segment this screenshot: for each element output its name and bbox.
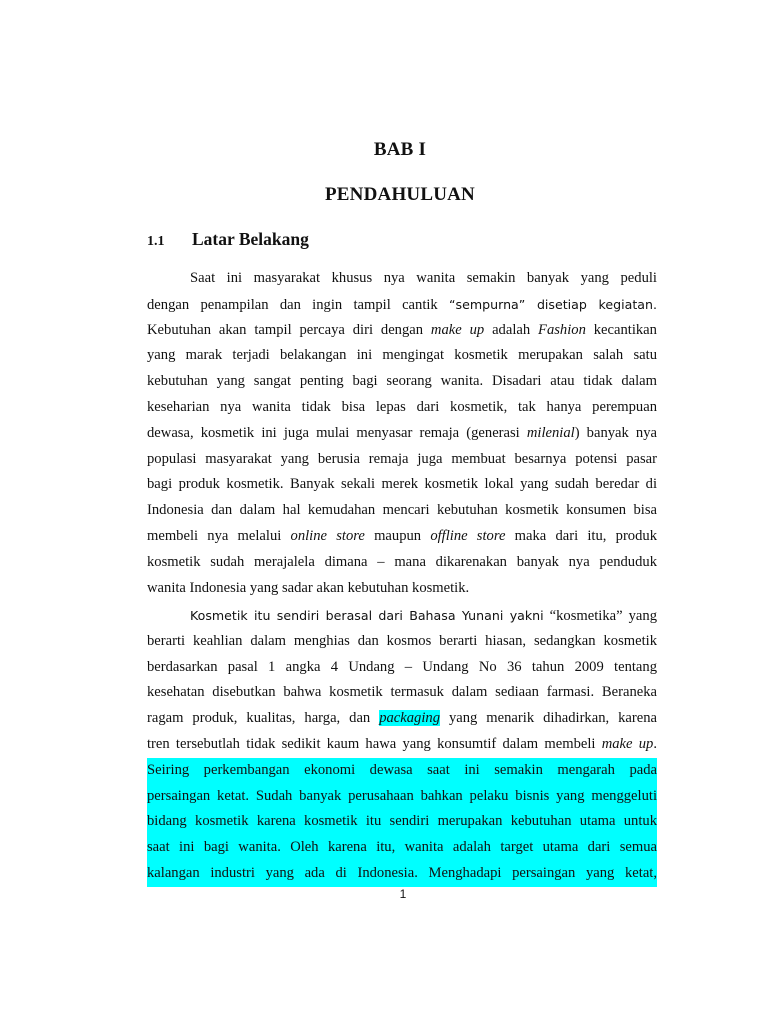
text-line: populasi masyarakat yang berusia remaja juga membuat besarnya potensi pasar <box>147 450 657 467</box>
text-line: keseharian nya wanita tidak bisa lepas dari kosmetik, tak hanya perempuan <box>147 398 657 415</box>
paragraph-1 <box>147 266 657 601</box>
text-line: tren tersebutlah tidak sedikit kaum hawa yang konsumtif dalam membeli make up. <box>147 735 657 752</box>
text-line: yang marak terjadi belakangan ini mengingat kosmetik merupakan salah satu <box>147 347 657 364</box>
text-line: Saat ini masyarakat khusus nya wanita semakin banyak yang peduli <box>190 270 657 286</box>
text-line: kalangan industri yang ada di Indonesia. Menghadapi persaingan yang ketat, <box>147 861 657 887</box>
section-number: 1.1 <box>147 234 165 249</box>
text-line: dewasa, kosmetik ini juga mulai menyasar remaja (generasi milenial) banyak nya <box>147 424 657 441</box>
text-line: kebutuhan yang sangat penting bagi seorang wanita. Disadari atau tidak dalam <box>147 373 657 390</box>
text-line: Seiring perkembangan ekonomi dewasa saat ini semakin mengarah pada <box>147 758 657 784</box>
chapter-title: PENDAHULUAN <box>325 184 475 205</box>
text-line: Kosmetik itu sendiri berasal dari Bahasa Yunani yakni “kosmetika” yang <box>190 608 657 624</box>
section-heading <box>147 229 309 250</box>
text-line: wanita Indonesia yang sadar akan kebutuhan kosmetik. <box>147 579 470 596</box>
text-line: berdasarkan pasal 1 angka 4 Undang – Undang No 36 tahun 2009 tentang <box>147 658 657 675</box>
page-number: 1 <box>399 887 407 901</box>
text-line: dengan penampilan dan ingin tampil cantik “sempurna” disetiap kegiatan. <box>147 296 657 313</box>
text-line: membeli nya melalui online store maupun offline store maka dari itu, produk <box>147 527 657 544</box>
text-line: Indonesia dan dalam hal kemudahan mencari kebutuhan kosmetik konsumen bisa <box>147 502 657 519</box>
text-line: kesehatan disebutkan bahwa kosmetik termasuk dalam sediaan farmasi. Beraneka <box>147 684 657 701</box>
text-line: saat ini bagi wanita. Oleh karena itu, wanita adalah target utama dari semua <box>147 835 657 861</box>
text-line: kosmetik sudah merajalela dimana – mana dikarenakan banyak nya penduduk <box>147 553 657 570</box>
text-line: bagi produk kosmetik. Banyak sekali merek kosmetik lokal yang sudah beredar di <box>147 476 657 493</box>
text-line: berarti keahlian dalam menghias dan kosmos berarti hiasan, sedangkan kosmetik <box>147 632 657 649</box>
chapter-label: BAB I <box>373 139 427 160</box>
text-line: Kebutuhan akan tampil percaya diri dengan make up adalah Fashion kecantikan <box>147 321 657 338</box>
text-line: bidang kosmetik karena kosmetik itu sendiri merupakan kebutuhan utama untuk <box>147 809 657 835</box>
text-line: persaingan ketat. Sudah banyak perusahaan bahkan pelaku bisnis yang menggeluti <box>147 784 657 810</box>
text-line: ragam produk, kualitas, harga, dan packaging yang menarik dihadirkan, karena <box>147 710 657 727</box>
paragraph-2 <box>147 603 657 887</box>
section-title: Latar Belakang <box>192 229 309 249</box>
